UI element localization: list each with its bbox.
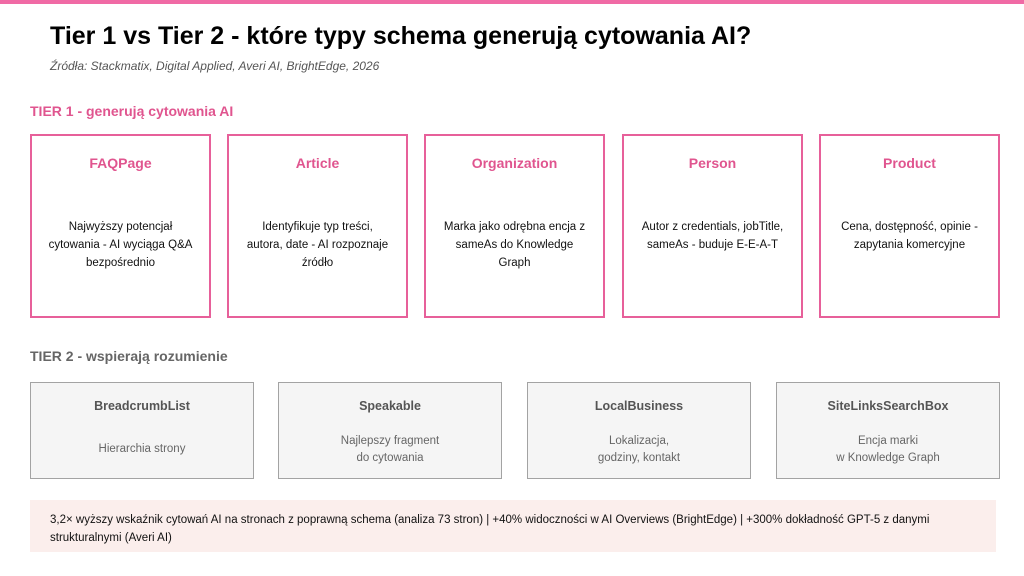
- sources-subtitle: Źródła: Stackmatix, Digital Applied, Averi AI, BrightEdge, 2026: [50, 59, 380, 73]
- card-title: Speakable: [359, 399, 421, 413]
- page-title: Tier 1 vs Tier 2 - które typy schema generują cytowania AI?: [50, 22, 752, 50]
- card-title: BreadcrumbList: [94, 399, 190, 413]
- stats-summary-bar: 3,2× wyższy wskaźnik cytowań AI na stronach z poprawną schema (analiza 73 stron) | +40% widoczności w AI Overviews (BrightEdge) | +300% dokładność GPT-5 z danymi strukturalnymi (Averi AI): [30, 500, 996, 552]
- card-title: Person: [688, 155, 737, 171]
- card-description: Marka jako odrębna encja z sameAs do Knowledge Graph: [443, 221, 586, 269]
- card-title: Article: [295, 155, 340, 171]
- card-description: Identyfikuje typ treści, autora, date - AI rozpoznaje źródło: [246, 221, 389, 269]
- tier2-heading: TIER 2 - wspierają rozumienie: [30, 348, 228, 364]
- tier2-card-sitelinkssearchbox: [776, 382, 1000, 479]
- tier1-heading: TIER 1 - generują cytowania AI: [30, 103, 234, 119]
- tier1-card-organization: [424, 134, 605, 318]
- tier2-card-breadcrumblist: [30, 382, 254, 479]
- tier2-card-speakable: [278, 382, 502, 479]
- card-title: Product: [883, 155, 936, 171]
- card-description: Hierarchia strony: [98, 443, 186, 455]
- card-description: Najlepszy fragment do cytowania: [340, 435, 440, 464]
- tier1-card-product: [819, 134, 1000, 318]
- card-title: SiteLinksSearchBox: [827, 399, 949, 413]
- card-description: Lokalizacja, godziny, kontakt: [597, 435, 681, 464]
- tier1-card-faqpage: [30, 134, 211, 318]
- card-title: LocalBusiness: [594, 399, 684, 413]
- card-description: Najwyższy potencjał cytowania - AI wyciąga Q&A bezpośrednio: [48, 221, 193, 269]
- card-title: Organization: [471, 155, 558, 171]
- top-accent-bar: [0, 0, 1024, 4]
- tier1-card-article: [227, 134, 408, 318]
- card-description: Encja marki w Knowledge Graph: [836, 435, 940, 464]
- tier2-card-localbusiness: [527, 382, 751, 479]
- tier1-card-person: [622, 134, 803, 318]
- card-description: Autor z credentials, jobTitle, sameAs - buduje E-E-A-T: [641, 221, 784, 251]
- card-title: FAQPage: [89, 155, 152, 171]
- card-description: Cena, dostępność, opinie - zapytania komercyjne: [841, 221, 978, 251]
